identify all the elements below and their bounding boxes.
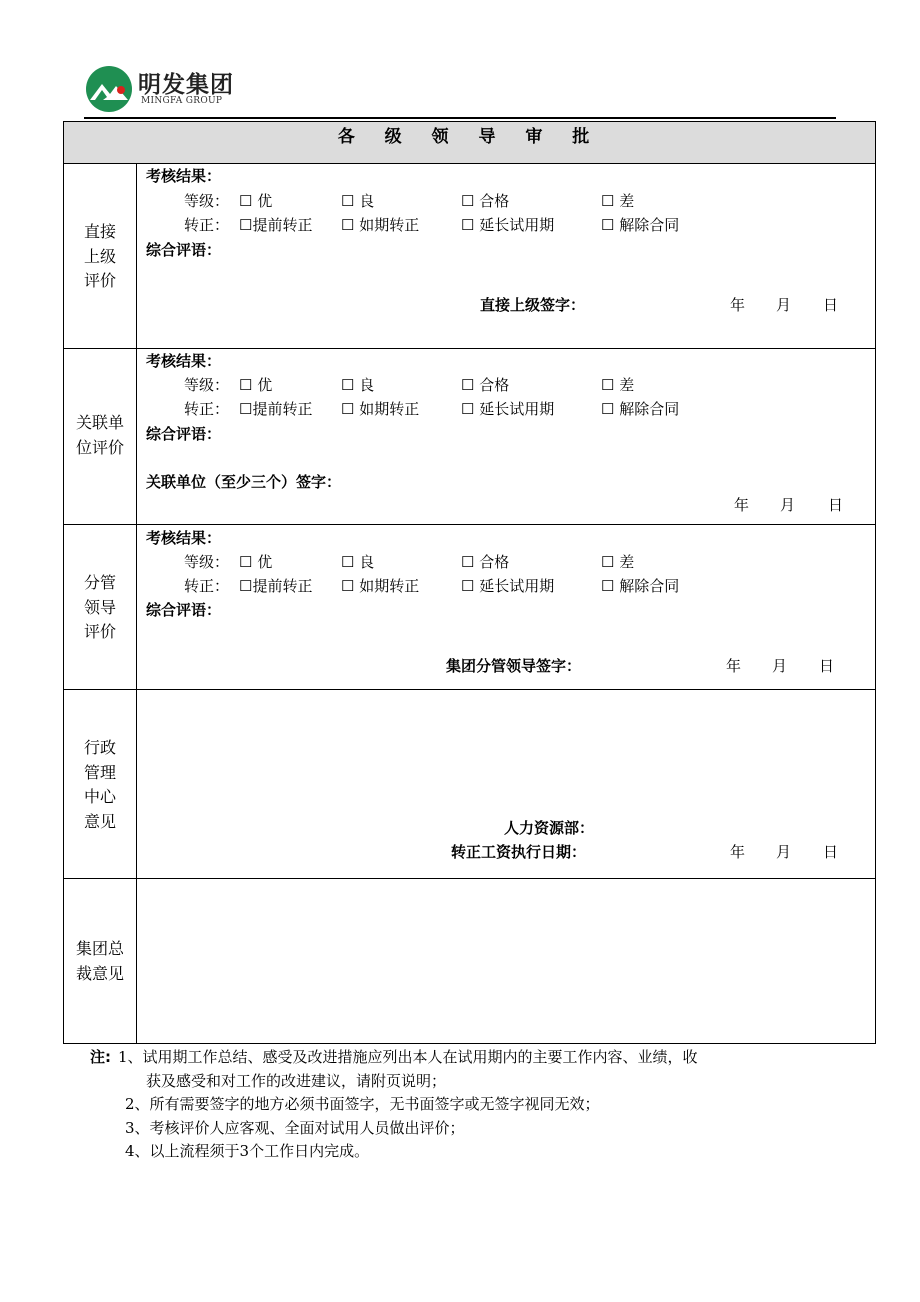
result-label: 考核结果： [146, 167, 222, 185]
date-year: 年 [730, 296, 746, 314]
regular-option-early[interactable]: ☐提前转正 [239, 216, 313, 234]
regular-option-terminate[interactable]: ☐ 解除合同 [601, 400, 680, 418]
regular-label: 转正： [184, 216, 230, 234]
section-label-cell [64, 525, 137, 689]
grade-option-poor[interactable]: ☐ 差 [601, 553, 635, 571]
regular-option-ontime[interactable]: ☐ 如期转正 [341, 400, 420, 418]
notes-prefix: 注: [90, 1048, 111, 1066]
section-label-line: 领导 [83, 597, 116, 617]
section-label-cell [64, 879, 137, 1043]
note-item: 4、以上流程须于3个工作日内完成。 [125, 1142, 370, 1160]
date-year: 年 [726, 657, 742, 675]
regular-label: 转正： [184, 400, 230, 418]
regular-option-ontime[interactable]: ☐ 如期转正 [341, 577, 420, 595]
grade-option-good[interactable]: ☐ 良 [341, 553, 375, 571]
brand-subtitle: MINGFA GROUP [141, 96, 223, 106]
regular-option-terminate[interactable]: ☐ 解除合同 [601, 577, 680, 595]
admin-center-section [64, 690, 875, 879]
signature-label: 关联单位（至少三个）签字： [146, 473, 342, 491]
mountain-logo-icon [86, 66, 132, 112]
regular-option-extend[interactable]: ☐ 延长试用期 [461, 216, 555, 234]
section-label-line: 中心 [83, 787, 116, 806]
date-day: 日 [823, 843, 839, 861]
date-month: 月 [776, 843, 792, 861]
grade-label: 等级： [184, 192, 230, 210]
date-year: 年 [734, 496, 750, 514]
section-label-cell [64, 349, 137, 524]
regular-option-terminate[interactable]: ☐ 解除合同 [601, 216, 680, 234]
date-year: 年 [730, 843, 746, 861]
section-label-line: 集团总 [75, 939, 124, 958]
signature-label: 直接上级签字： [480, 296, 586, 314]
regular-option-extend[interactable]: ☐ 延长试用期 [461, 577, 555, 595]
president-section [64, 879, 875, 1043]
section-label-line: 评价 [83, 622, 116, 641]
section-label-line: 管理 [83, 762, 116, 782]
note-item: 3、考核评价人应客观、全面对试用人员做出评价； [125, 1118, 465, 1137]
direct-superior-section [64, 163, 875, 349]
section-label-cell [64, 163, 137, 348]
section-label-line: 位评价 [75, 437, 124, 457]
grade-option-poor[interactable]: ☐ 差 [601, 376, 635, 394]
grade-label: 等级： [184, 553, 230, 571]
regular-option-early[interactable]: ☐提前转正 [239, 577, 313, 595]
grade-label: 等级： [184, 376, 230, 394]
header-divider [84, 117, 836, 119]
section-label-cell [64, 690, 137, 878]
date-month: 月 [772, 657, 788, 675]
section-label-line: 评价 [83, 271, 116, 290]
form-title-row [64, 122, 875, 164]
related-units-section [64, 349, 875, 525]
note-item: 2、所有需要签字的地方必须书面签字，无书面签字或无签字视同无效； [125, 1095, 600, 1113]
comment-label: 综合评语： [146, 241, 222, 259]
section-label-line: 裁意见 [75, 963, 124, 983]
division-leader-section [64, 525, 875, 690]
regular-option-extend[interactable]: ☐ 延长试用期 [461, 400, 555, 418]
date-day: 日 [828, 496, 844, 514]
wage-date-label: 转正工资执行日期： [451, 843, 587, 861]
signature-label: 集团分管领导签字： [446, 657, 582, 675]
date-month: 月 [776, 296, 792, 314]
hr-department-label: 人力资源部： [504, 819, 595, 837]
approval-form [63, 121, 876, 1044]
grade-option-excellent[interactable]: ☐ 优 [239, 192, 273, 210]
section-label-line: 直接 [83, 222, 116, 241]
grade-option-excellent[interactable]: ☐ 优 [239, 376, 273, 394]
section-label-line: 行政 [83, 738, 116, 757]
grade-option-pass[interactable]: ☐ 合格 [461, 192, 510, 210]
grade-option-pass[interactable]: ☐ 合格 [461, 553, 510, 571]
brand-name: 明发集团 [138, 72, 234, 98]
comment-label: 综合评语： [146, 601, 222, 619]
grade-option-pass[interactable]: ☐ 合格 [461, 376, 510, 394]
form-title: 各 级 领 导 审 批 [337, 127, 602, 147]
note-item: 1、试用期工作总结、感受及改进措施应列出本人在试用期内的主要工作内容、业绩，收 [118, 1048, 698, 1066]
section-label-line: 上级 [83, 246, 116, 266]
note-item: 获及感受和对工作的改进建议，请附页说明； [146, 1071, 447, 1090]
date-day: 日 [819, 657, 835, 675]
regular-option-early[interactable]: ☐提前转正 [239, 400, 313, 418]
section-label-line: 关联单 [75, 413, 124, 432]
regular-label: 转正： [184, 577, 230, 595]
grade-option-excellent[interactable]: ☐ 优 [239, 553, 273, 571]
comment-label: 综合评语： [146, 425, 222, 443]
result-label: 考核结果： [146, 352, 222, 370]
grade-option-good[interactable]: ☐ 良 [341, 192, 375, 210]
company-logo [86, 64, 256, 112]
grade-option-poor[interactable]: ☐ 差 [601, 192, 635, 210]
regular-option-ontime[interactable]: ☐ 如期转正 [341, 216, 420, 234]
date-month: 月 [780, 496, 796, 514]
grade-option-good[interactable]: ☐ 良 [341, 376, 375, 394]
result-label: 考核结果： [146, 529, 222, 547]
section-label-line: 意见 [83, 811, 116, 831]
date-day: 日 [823, 296, 839, 314]
section-label-line: 分管 [83, 573, 116, 592]
